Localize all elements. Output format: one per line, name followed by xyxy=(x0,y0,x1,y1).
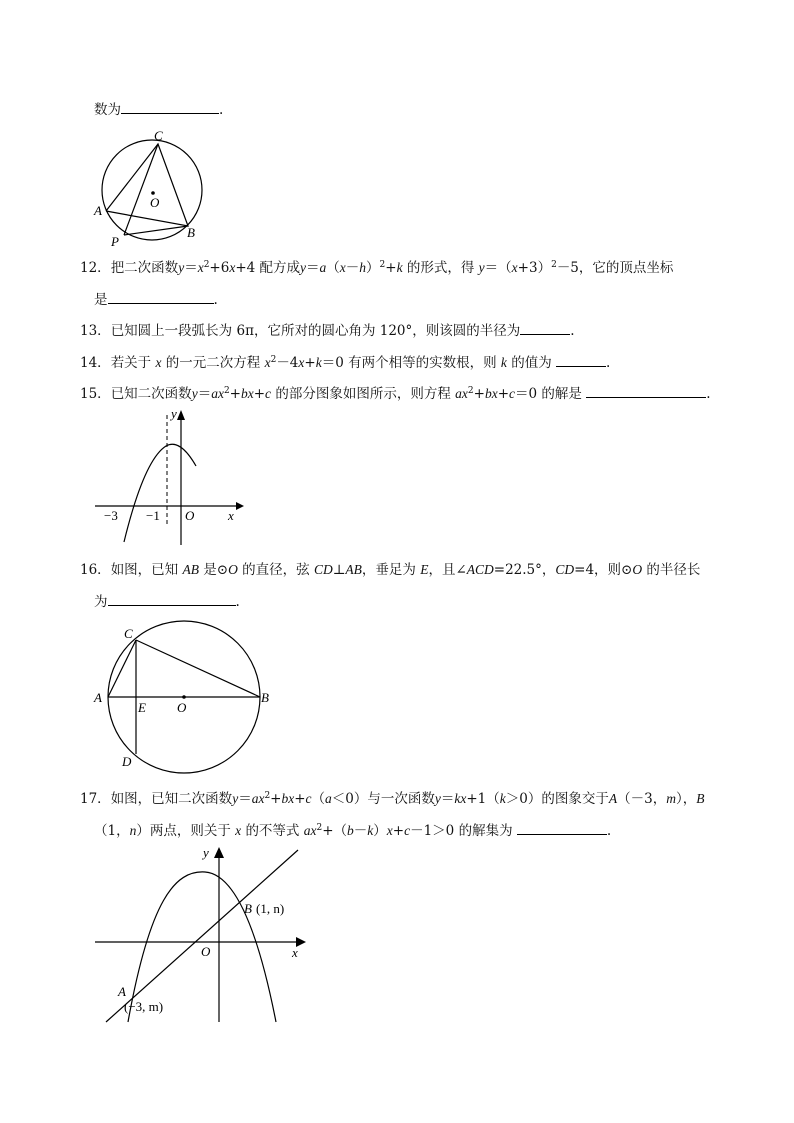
fig17-label-o: O xyxy=(201,944,211,959)
fig17-label-y: y xyxy=(203,845,209,860)
fig17-line xyxy=(106,850,298,1022)
fig16-label-e: E xyxy=(138,700,146,715)
fig16-label-a: A xyxy=(94,690,102,705)
fig17-label-a: A xyxy=(118,984,126,999)
fig11-label-o: O xyxy=(150,195,160,210)
q13: 13．已知圆上一段弧长为 6π，它所对的圆心角为 120°，则该圆的半径为 . xyxy=(80,323,575,339)
fig11-label-b: B xyxy=(187,225,195,240)
fig17-label-a-coord: (−3, m) xyxy=(124,999,164,1014)
fig15-label-x: x xyxy=(228,508,234,523)
fig17-label-b: B xyxy=(244,901,252,916)
q17-line2: （1，n）两点，则关于 x 的不等式 $ax^2+(b-k)x+c-1>0$ 的解集为 . xyxy=(94,823,612,839)
q17-line1: 17．如图，已知二次函数$y=ax^2+bx+c(a<0)$与一次函数y＝kx+1（k＞0）的图象交于A（－3，m），B xyxy=(80,791,705,807)
fig17-label-b-coord: (1, n) xyxy=(256,901,285,916)
q16-line2: 为 . xyxy=(94,594,240,610)
q16-line1: 16．如图，已知 AB 是⊙O 的直径，弦 CD⊥AB，垂足为 E，且∠ACD=22.5°，CD=4，则⊙O 的半径长 xyxy=(80,562,701,578)
q11-tail: 数为 . xyxy=(94,102,224,118)
q12-line2: 是 . xyxy=(94,292,218,308)
fig15-label-y: y xyxy=(171,406,177,421)
fig16-label-o: O xyxy=(177,700,187,715)
q12-line1: 12．把二次函数$y=x^2+6x+4$ 配方成$y=a(x-h)^2+k$ 的形式，得 $y=(x+3)^2-5$，它的顶点坐标 xyxy=(80,260,674,276)
q14: 14．若关于 x 的一元二次方程 $x^2-4x+k=0$ 有两个相等的实数根，则 k 的值为 . xyxy=(80,355,611,371)
q15: 15．已知二次函数$y=ax^2+bx+c$ 的部分图象如图所示，则方程 $ax^2+bx+c=0$ 的解是 . xyxy=(80,386,711,402)
fig17-label-x: x xyxy=(292,945,298,960)
fig16-label-b: B xyxy=(261,690,269,705)
fig16-label-d: D xyxy=(122,754,132,769)
fig15-label-m1: −1 xyxy=(146,508,160,523)
fig16-label-c: C xyxy=(124,626,133,641)
fig11-label-p: P xyxy=(111,234,119,249)
fig17-y-arrow xyxy=(214,847,224,858)
fig15-label-o: O xyxy=(185,508,195,523)
fig15-label-m3: −3 xyxy=(104,508,118,523)
fig11-label-c: C xyxy=(154,128,163,143)
fig11-label-a: A xyxy=(94,203,102,218)
